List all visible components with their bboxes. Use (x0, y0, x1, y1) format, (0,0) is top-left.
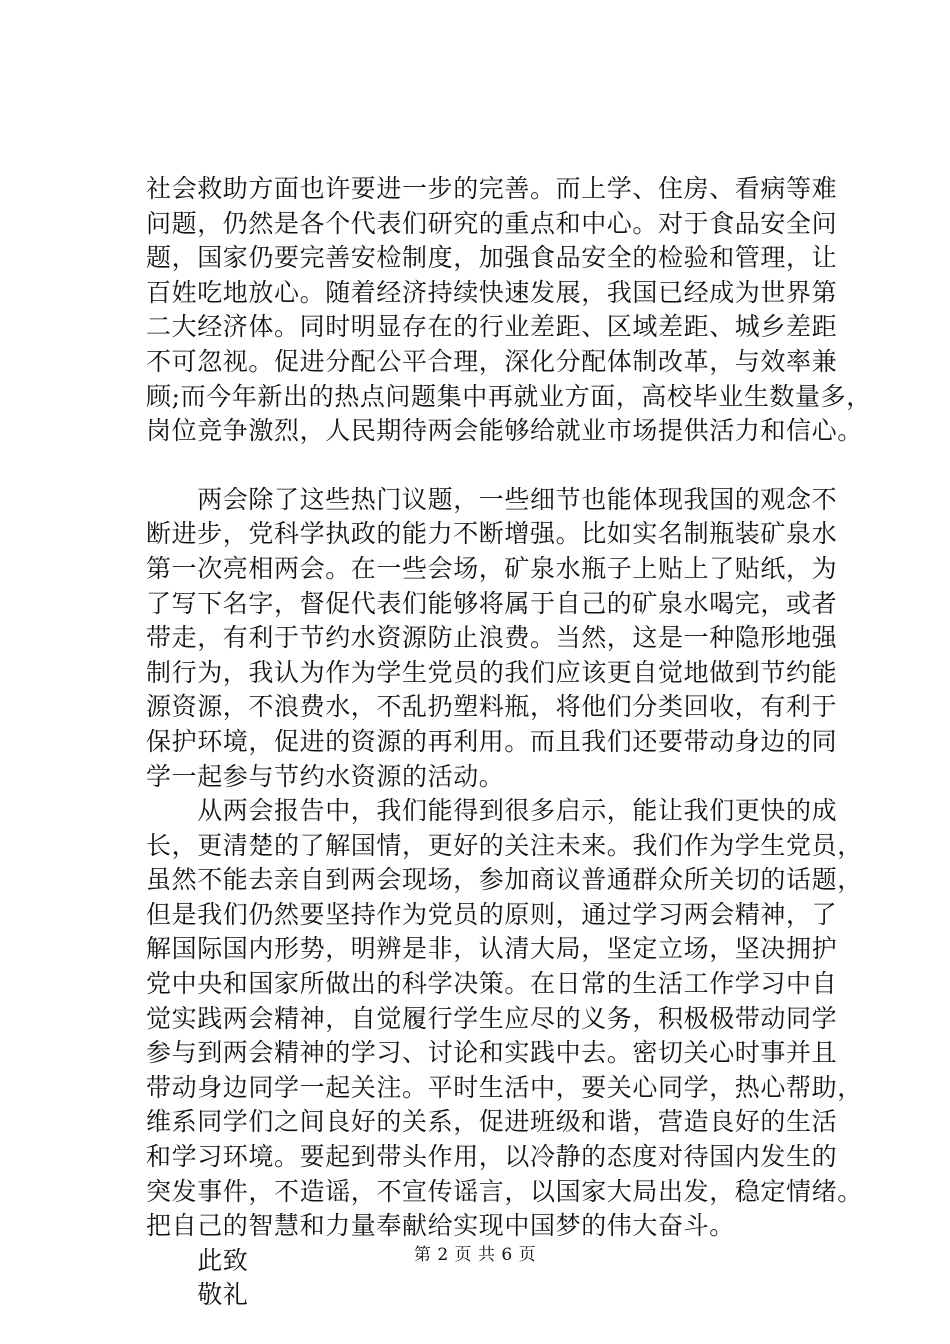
text-line: 带走，有利于节约水资源防止浪费。当然，这是一种隐形地强 (146, 623, 838, 653)
text-line: 解国际国内形势，明辨是非，认清大局，坚定立场，坚决拥护 (146, 934, 838, 964)
letter-body (146, 172, 872, 1313)
text-line: 觉实践两会精神，自觉履行学生应尽的义务，积极极带动同学 (146, 1003, 838, 1033)
text-line: 社会救助方面也许要进一步的完善。而上学、住房、看病等难 (146, 174, 838, 203)
text-line: 维系同学们之间良好的关系，促进班级和谐，营造良好的生活 (146, 1107, 838, 1137)
paragraph-1 (146, 172, 872, 449)
text-line: 二大经济体。同时明显存在的行业差距、区域差距、城乡差距 (146, 312, 838, 342)
closing-regards: 敬礼 (146, 1280, 249, 1310)
page-number-footer: 第 2 页 共 6 页 (413, 1245, 537, 1265)
closing-salutation: 此致 (146, 1245, 249, 1275)
text-line: 制行为，我认为作为学生党员的我们应该更自觉地做到节约能 (146, 657, 838, 687)
text-line: 学一起参与节约水资源的活动。 (146, 761, 505, 791)
text-line: 带动身边同学一起关注。平时生活中，要关心同学，热心帮助， (146, 1072, 863, 1102)
text-line: 参与到两会精神的学习、讨论和实践中去。密切关心时事并且 (146, 1038, 838, 1068)
text-line: 突发事件，不造谣，不宣传谣言，以国家大局出发，稳定情绪。 (146, 1176, 863, 1206)
text-line: 百姓吃地放心。随着经济持续快速发展，我国已经成为世界第 (146, 277, 838, 307)
text-line: 问题，仍然是各个代表们研究的重点和中心。对于食品安全问 (146, 208, 838, 238)
paragraph-3 (146, 794, 863, 1244)
text-line: 不可忽视。促进分配公平合理，深化分配体制改革，与效率兼 (146, 346, 838, 376)
text-line: 岗位竞争激烈，人民期待两会能够给就业市场提供活力和信心。 (146, 416, 863, 446)
text-line: 长，更清楚的了解国情，更好的关注未来。我们作为学生党员， (146, 830, 863, 860)
text-line: 题，国家仍要完善安检制度，加强食品安全的检验和管理，让 (146, 243, 838, 273)
text-line: 和学习环境。要起到带头作用，以冷静的态度对待国内发生的 (146, 1142, 838, 1172)
text-line: 虽然不能去亲自到两会现场，参加商议普通群众所关切的话题， (146, 865, 863, 895)
text-line: 保护环境，促进的资源的再利用。而且我们还要带动身边的同 (146, 726, 838, 756)
text-line: 断进步，党科学执政的能力不断增强。比如实名制瓶装矿泉水 (146, 519, 838, 549)
text-line: 从两会报告中，我们能得到很多启示，能让我们更快的成 (146, 796, 838, 826)
text-line: 但是我们仍然要坚持作为党员的原则，通过学习两会精神，了 (146, 899, 838, 929)
text-line: 党中央和国家所做出的科学决策。在日常的生活工作学习中自 (146, 969, 838, 999)
text-line: 第一次亮相两会。在一些会场，矿泉水瓶子上贴上了贴纸，为 (146, 553, 838, 583)
text-line: 两会除了这些热门议题，一些细节也能体现我国的观念不 (146, 484, 838, 514)
paragraph-spacer (146, 449, 846, 483)
text-line: 把自己的智慧和力量奉献给实现中国梦的伟大奋斗。 (146, 1211, 735, 1241)
paragraph-2 (146, 483, 846, 794)
text-line: 源资源，不浪费水，不乱扔塑料瓶，将他们分类回收，有利于 (146, 692, 838, 722)
text-line: 了写下名字，督促代表们能够将属于自己的矿泉水喝完，或者 (146, 588, 838, 618)
text-line: 顾;而今年新出的热点问题集中再就业方面，高校毕业生数量多， (146, 381, 872, 411)
